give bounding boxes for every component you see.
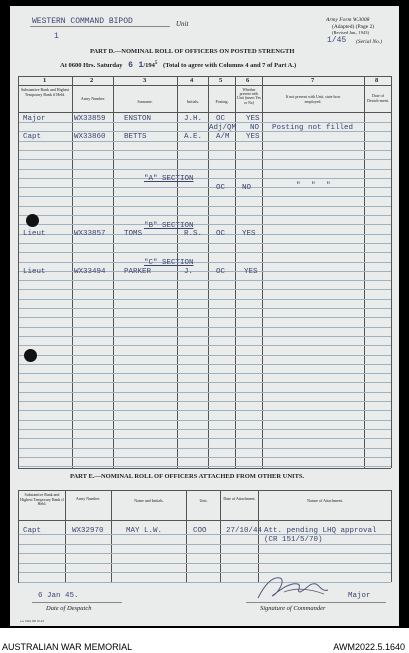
- date-month: 1: [138, 61, 144, 71]
- cell-date: 27/10/44: [226, 527, 263, 535]
- cell-army-number: WX32970: [72, 527, 104, 535]
- ruled-line: [19, 466, 391, 467]
- part-d-title: PART D.—NOMINAL ROLL OF OFFICERS ON POSTED STRENGTH: [90, 48, 295, 55]
- cell-rank: Lieut: [23, 268, 46, 276]
- ruled-line: [19, 215, 391, 216]
- cell-posting: OC: [216, 230, 226, 238]
- form-line-2: (Adapted) (Page 2): [332, 24, 375, 30]
- part-e-col-divider: [111, 490, 112, 582]
- despatch-date: 6 Jan 45.: [38, 592, 79, 600]
- despatch-label: Date of Despatch: [46, 605, 92, 612]
- table-top-border: [18, 76, 391, 77]
- ruled-line: [19, 401, 391, 402]
- unit-name: WESTERN COMMAND BIPOD: [32, 17, 133, 26]
- part-e-header-number: Army Number.: [75, 496, 101, 501]
- part-e-col-divider: [186, 490, 187, 582]
- section-b-heading: "B" SECTION: [144, 222, 194, 230]
- commander-rank: Major: [348, 592, 371, 600]
- cell-posting: OC: [216, 268, 226, 276]
- cell-present: YES: [244, 268, 258, 276]
- part-e-header-nature: Nature of Attachment.: [307, 498, 343, 503]
- part-e-left-border: [18, 490, 19, 582]
- cell-name: MAY L.W.: [126, 527, 163, 535]
- cell-rank: Capt: [23, 527, 42, 535]
- col-number: 3: [143, 77, 147, 84]
- ruled-line: [19, 289, 391, 290]
- part-e-top-border: [18, 490, 391, 491]
- col-header-surname: Surname.: [137, 99, 153, 104]
- cell-present: NO: [242, 184, 252, 192]
- col-divider: [235, 76, 236, 468]
- col-header-rank: Substantive Rank and Highest Temporary Rank if Held.: [20, 87, 70, 97]
- ruled-line: [19, 252, 391, 253]
- ruled-line: [19, 178, 391, 179]
- ruled-line: [19, 317, 391, 318]
- col-divider: [262, 76, 263, 468]
- col-divider: [208, 76, 209, 468]
- cell-present: YES: [246, 133, 260, 141]
- part-e-header-unit: Unit.: [199, 498, 208, 503]
- print-mark: a.a. 1944 185 10-43: [20, 619, 44, 623]
- col-number: 7: [311, 77, 315, 84]
- cell-surname: BETTS: [124, 133, 147, 141]
- part-e-header-name: Name and Initials.: [134, 498, 164, 503]
- page-number: 1: [54, 32, 59, 41]
- cell-initials: J.: [184, 268, 194, 276]
- footer-institution: AUSTRALIAN WAR MEMORIAL: [2, 642, 133, 652]
- despatch-underline: [32, 602, 122, 603]
- part-e-title: PART E.—NOMINAL ROLL OF OFFICERS ATTACHED FROM OTHER UNITS.: [70, 473, 305, 480]
- part-d-subtitle: [60, 61, 296, 70]
- part-e-right-border: [391, 490, 392, 582]
- ruled-line: [19, 169, 391, 170]
- ruled-line: [19, 150, 391, 151]
- ruled-line: [19, 563, 391, 564]
- ruled-line: [19, 438, 391, 439]
- cell-present: YES: [242, 230, 256, 238]
- cell-present: YES: [246, 115, 260, 123]
- col-divider: [364, 76, 365, 468]
- cell-initials: A.E.: [184, 133, 203, 141]
- document-page: [10, 6, 399, 626]
- cell-employed: " " ": [296, 182, 334, 190]
- col-header-posting: Posting.: [215, 99, 229, 104]
- cell-posting: Adj/QM: [209, 124, 237, 132]
- cell-rank: Major: [23, 115, 46, 123]
- section-a-heading: "A" SECTION: [144, 175, 194, 183]
- cell-surname: ENSTON: [124, 115, 152, 123]
- part-e-header-border: [18, 520, 391, 521]
- cell-surname: PARKER: [124, 268, 152, 276]
- cell-initials: R.S.: [184, 230, 203, 238]
- cell-surname: TOMS: [124, 230, 143, 238]
- section-c-heading: "C" SECTION: [144, 259, 194, 267]
- date-year: 5: [154, 61, 158, 66]
- unit-underline: [30, 26, 170, 27]
- punch-hole: [24, 349, 37, 362]
- subtitle-suffix: (Total to agree with Columns 4 and 7 of Part A.): [163, 62, 297, 70]
- unit-label: Unit: [176, 20, 189, 28]
- cell-posting: OC: [216, 184, 226, 192]
- ruled-line: [19, 159, 391, 160]
- cell-initials: J.H.: [184, 115, 203, 123]
- col-header-detachment: Date of Detach-ment.: [367, 93, 389, 103]
- subtitle-prefix: At 0600 Hrs. Saturday: [60, 62, 123, 70]
- ruled-line: [19, 262, 391, 263]
- footer-accession-number: AWM2022.5.1640: [333, 642, 405, 652]
- col-header-present: Whether present with Unit (insert Yes or No): [237, 88, 261, 105]
- cell-nature: Att. pending LHQ approval (CR 151/5/70): [264, 527, 377, 544]
- ruled-line: [19, 382, 391, 383]
- punch-hole: [26, 214, 39, 227]
- col-header-initials: Initials.: [186, 99, 200, 104]
- col-number-border: [18, 85, 391, 86]
- ruled-line: [19, 448, 391, 449]
- ruled-line: [19, 280, 391, 281]
- col-divider: [177, 76, 178, 468]
- col-number: 6: [246, 77, 250, 84]
- ruled-line: [19, 336, 391, 337]
- signature-label: Signature of Commander: [260, 605, 326, 612]
- header-bottom-border: [18, 112, 391, 113]
- cell-army-number: WX33859: [74, 115, 106, 123]
- cell-army-number: WX33857: [74, 230, 106, 238]
- ruled-line: [19, 327, 391, 328]
- archive-footer: [0, 628, 409, 653]
- signature-underline: [246, 602, 386, 603]
- ruled-line: [19, 345, 391, 346]
- ruled-line: [19, 420, 391, 421]
- col-number: 4: [190, 77, 194, 84]
- ruled-line: [19, 410, 391, 411]
- ruled-line: [19, 299, 391, 300]
- form-line-1: Army Form W.3008: [326, 17, 370, 23]
- ruled-line: [19, 553, 391, 554]
- col-divider: [72, 76, 73, 468]
- cell-unit: COO: [193, 527, 207, 535]
- ruled-line: [19, 355, 391, 356]
- ruled-line: [19, 429, 391, 430]
- commander-signature: [250, 568, 340, 604]
- form-line-3: (Revised Jan., 1943): [332, 30, 369, 35]
- cell-employed: Posting not filled: [272, 124, 354, 132]
- col-number: 8: [375, 77, 379, 84]
- col-header-employed: If not present with Unit, state how employed.: [285, 94, 341, 104]
- part-e-header-date: Date of Attachment.: [223, 496, 256, 501]
- ruled-line: [19, 373, 391, 374]
- ruled-line: [19, 308, 391, 309]
- table-left-border: [18, 76, 19, 468]
- col-number: 1: [43, 77, 47, 84]
- serial-number: 1/45: [327, 36, 347, 45]
- ruled-line: [19, 457, 391, 458]
- part-e-col-divider: [220, 490, 221, 582]
- ruled-line: [19, 206, 391, 207]
- cell-present: NO: [250, 124, 260, 132]
- ruled-line: [19, 196, 391, 197]
- col-number: 2: [90, 77, 94, 84]
- ruled-line: [19, 243, 391, 244]
- date-day: 6: [128, 61, 133, 71]
- date-year-prefix: /194: [143, 62, 155, 70]
- ruled-line: [19, 224, 391, 225]
- part-e-header-rank: Substantive Rank and Highest Temporary Rank if Held.: [20, 492, 64, 506]
- col-number: 5: [219, 77, 223, 84]
- col-divider: [113, 76, 114, 468]
- cell-rank: Capt: [23, 133, 42, 141]
- cell-rank: Lieut: [23, 230, 46, 238]
- col-header-army-number: Army Number.: [80, 96, 106, 101]
- cell-army-number: WX33494: [74, 268, 106, 276]
- ruled-line: [19, 392, 391, 393]
- cell-posting: A/M: [216, 133, 230, 141]
- serial-label: (Serial No.): [356, 39, 382, 45]
- ruled-line: [19, 187, 391, 188]
- part-e-col-divider: [65, 490, 66, 582]
- cell-posting: OC: [216, 115, 226, 123]
- table-right-border: [391, 76, 392, 468]
- ruled-line: [19, 364, 391, 365]
- cell-army-number: WX33860: [74, 133, 106, 141]
- table-bottom-border: [18, 468, 391, 469]
